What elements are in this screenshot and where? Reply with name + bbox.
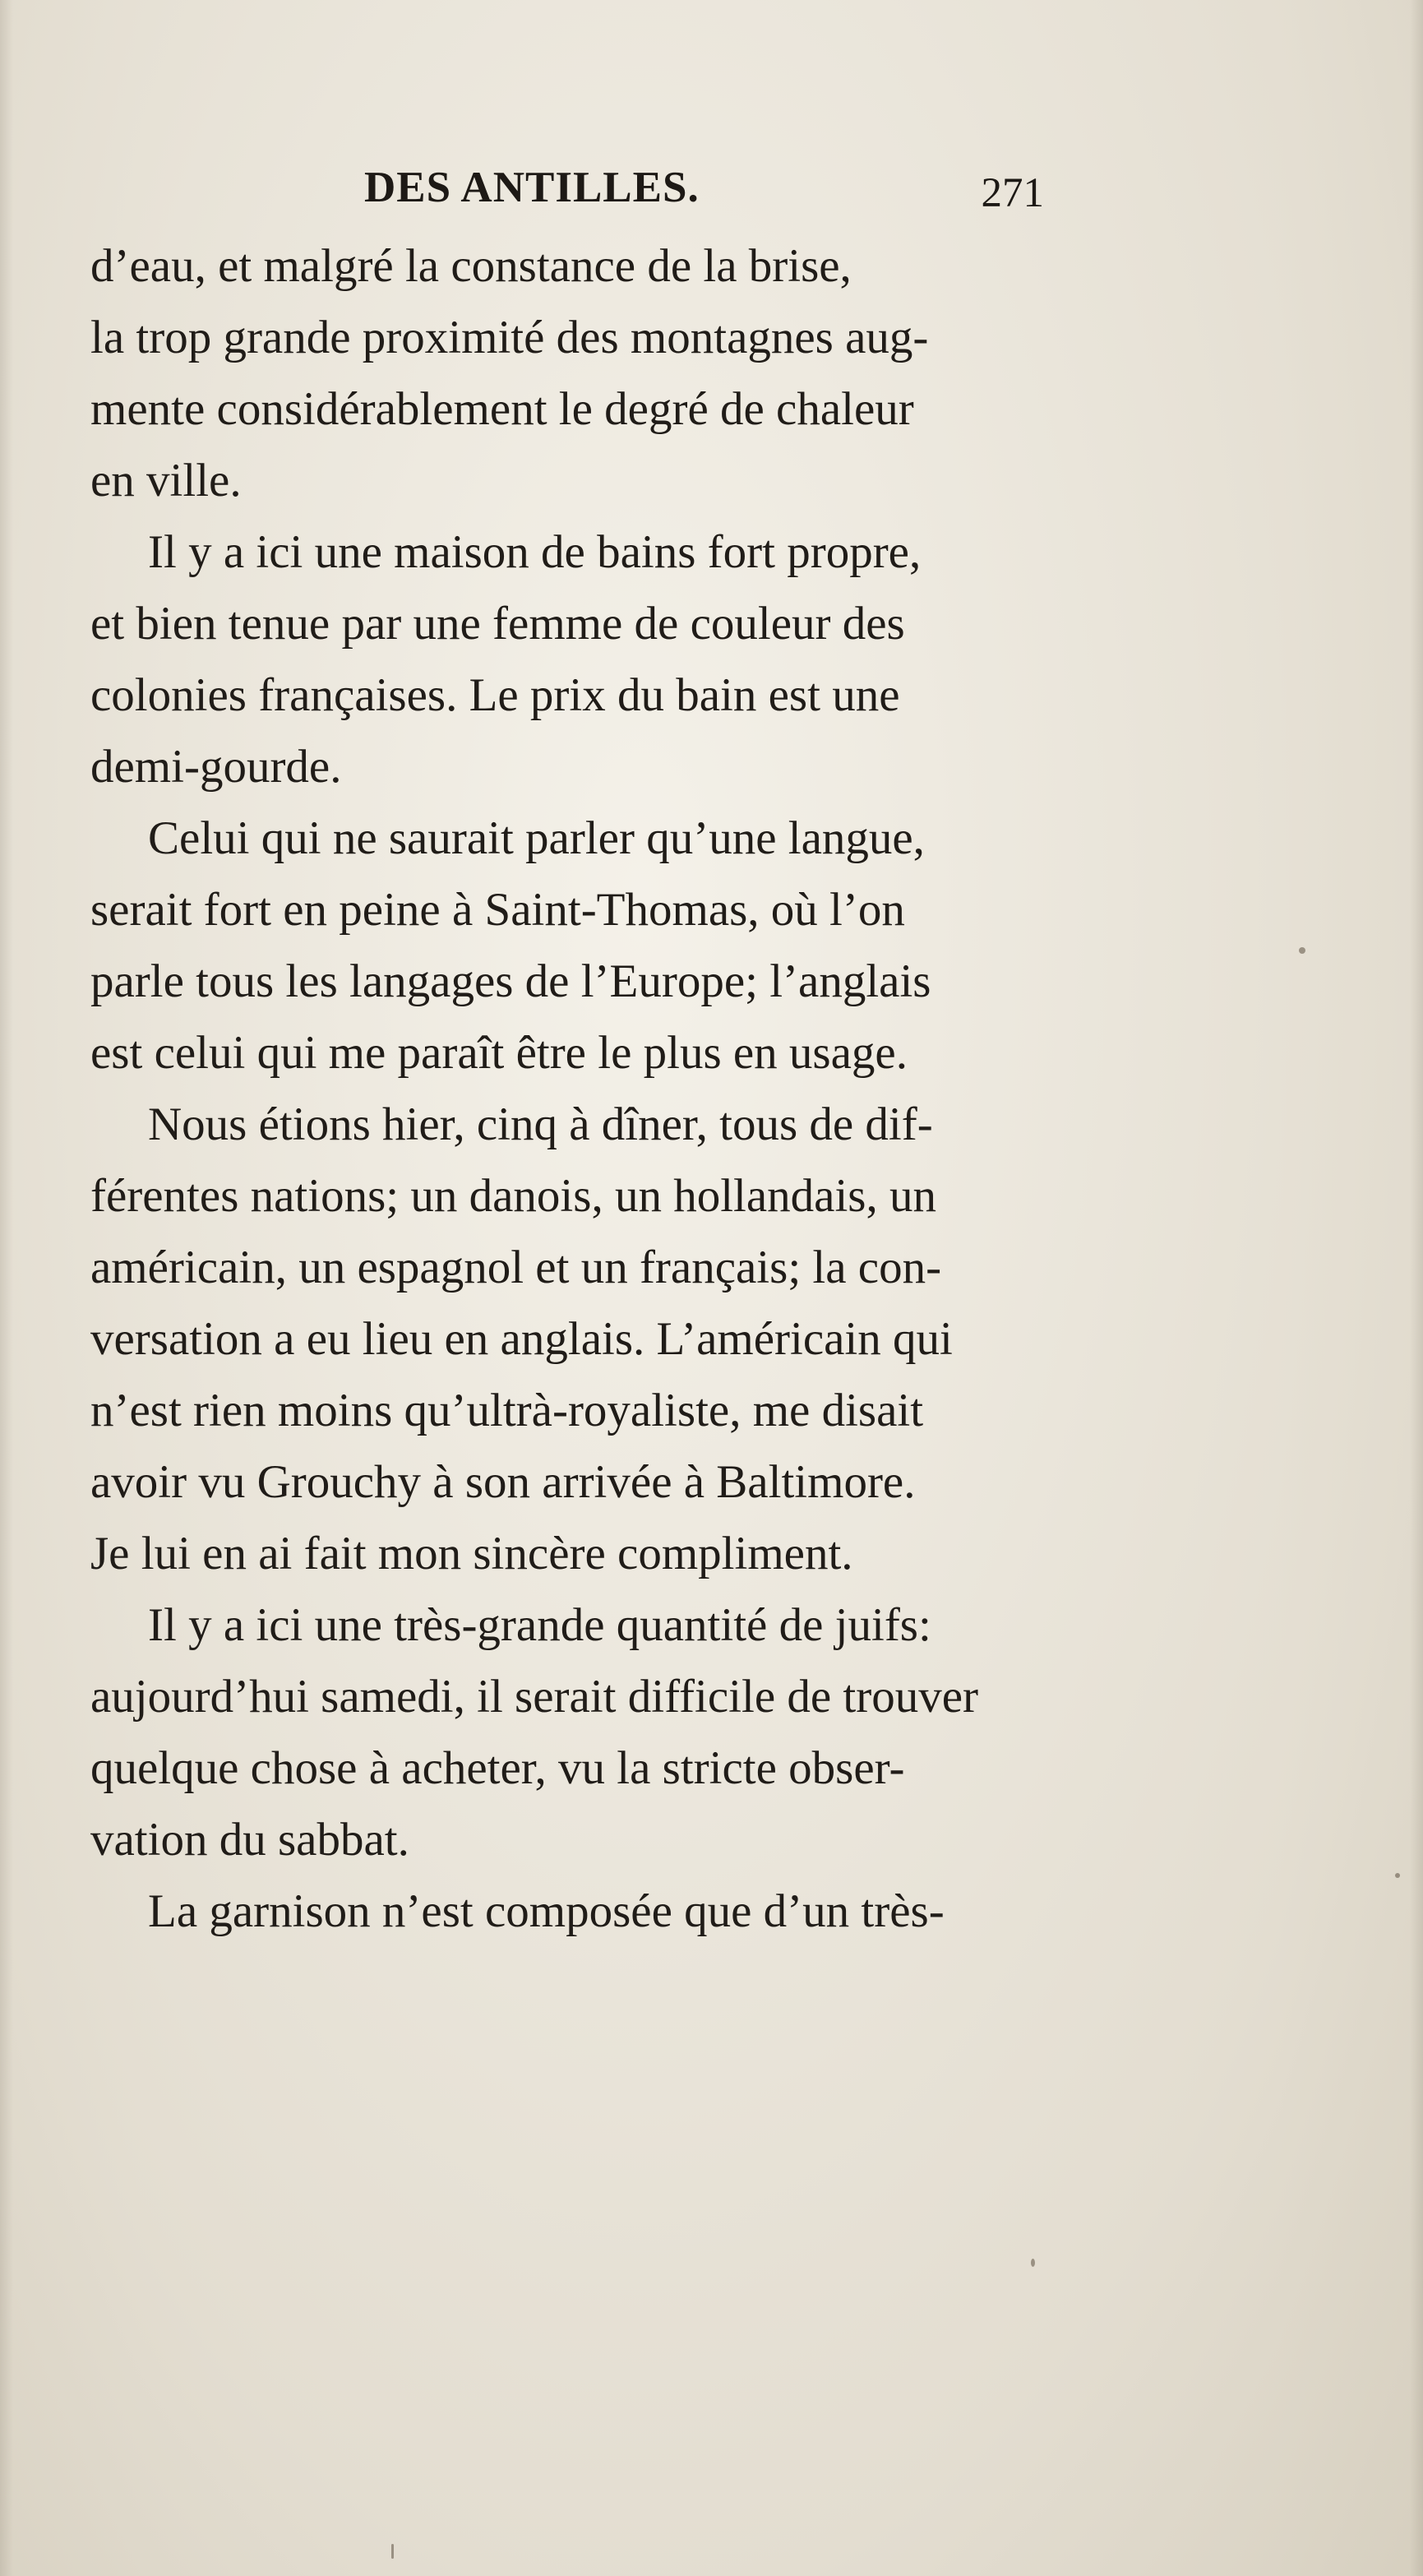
running-title: DES ANTILLES. (364, 164, 700, 211)
text-line: américain, un espagnol et un français; la con- (90, 1242, 942, 1293)
page-header (90, 153, 1048, 227)
text-line: Il y a ici une maison de bains fort propre, (148, 526, 922, 578)
text-line: colonies françaises. Le prix du bain est une (90, 669, 900, 721)
text-line: Nous étions hier, cinq à dîner, tous de dif- (148, 1098, 933, 1150)
text-line: la trop grande proximité des montagnes aug- (90, 312, 929, 363)
left-page-edge-shadow (0, 0, 13, 2576)
text-line: demi-gourde. (90, 741, 342, 793)
paper-speck (391, 2544, 394, 2559)
paper-speck (1031, 2259, 1035, 2267)
text-line: en ville. (90, 455, 242, 506)
paragraph-1 (90, 230, 1052, 516)
text-line: d’eau, et malgré la constance de la brise, (90, 240, 852, 292)
text-line: avoir vu Grouchy à son arrivée à Baltimore. (90, 1456, 916, 1508)
text-line: serait fort en peine à Saint-Thomas, où l’on (90, 884, 905, 936)
text-line: n’est rien moins qu’ultrà-royaliste, me disait (90, 1385, 924, 1436)
paragraph-3 (90, 802, 1052, 1089)
text-line: aujourd’hui samedi, il serait difficile de trouver (90, 1671, 979, 1723)
text-line: La garnison n’est composée que d’un très- (148, 1885, 945, 1937)
body-text (90, 230, 1052, 1947)
text-line: Il y a ici une très-grande quantité de juifs: (148, 1599, 931, 1651)
paragraph-6 (90, 1875, 1052, 1947)
text-line: quelque chose à acheter, vu la stricte obser- (90, 1742, 905, 1794)
paper-speck (1395, 1873, 1400, 1878)
text-line: versation a eu lieu en anglais. L’américain qui (90, 1313, 953, 1365)
text-line: Je lui en ai fait mon sincère compliment. (90, 1528, 853, 1579)
text-line: mente considérablement le degré de chaleur (90, 383, 914, 435)
text-line: vation du sabbat. (90, 1814, 409, 1866)
page-number: 271 (981, 170, 1044, 216)
text-line: férentes nations; un danois, un hollandais, un (90, 1170, 936, 1222)
text-line: parle tous les langages de l’Europe; l’anglais (90, 955, 931, 1007)
text-line: Celui qui ne saurait parler qu’une langue, (148, 812, 925, 864)
paragraph-5 (90, 1589, 1052, 1875)
text-line: et bien tenue par une femme de couleur des (90, 598, 905, 650)
paper-speck (1299, 947, 1305, 954)
text-line: est celui qui me paraît être le plus en usage. (90, 1027, 908, 1079)
right-page-edge-shadow (1410, 0, 1423, 2576)
paragraph-4 (90, 1089, 1052, 1589)
paragraph-2 (90, 516, 1052, 802)
